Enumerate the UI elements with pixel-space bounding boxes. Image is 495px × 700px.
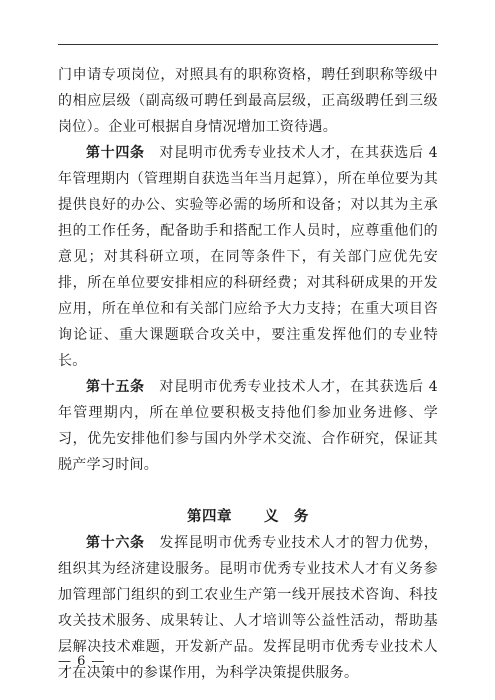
chapter-heading [58,504,438,530]
header-rule [58,44,438,45]
chapter-number: 第四章 [187,508,233,525]
article-14 [58,140,438,374]
paragraph-continuation: 门申请专项岗位，对照具有的职称资格，聘任到职称等级中的相应层级（副高级可聘任到最高层级，正高级聘任到三级岗位）。企业可根据自身情况增加工资待遇。 [58,67,438,135]
article-15 [58,374,438,478]
chapter-name: 义 务 [263,508,309,525]
article-14-text: 对昆明市优秀专业技术人才，在其获选后 4 年管理期内（管理期自获选当年当月起算），所在单位要为其提供良好的办公、实验等必需的场所和设备；对以其为主承担的工作任务，配备助手和搭配工作人员时，应尊重他们的意见；对其科研立项，在同等条件下，有关部门应优先安排，所在单位要安排相应的科研经费；对其科研成果的开发应用，所在单位和有关部门应给予大力支持；在重大项目咨询论证、重大课题联合攻关中，要注重发挥他们的专业特长。 [58,145,439,369]
document-body [58,62,438,686]
article-15-label: 第十五条 [86,379,145,395]
article-14-label: 第十四条 [86,145,145,161]
article-16-label: 第十六条 [86,535,145,551]
article-15-text: 对昆明市优秀专业技术人才，在其获选后 4 年管理期内，所在单位要积极支持他们参加业务进修、学习，优先安排他们参与国内外学术交流、合作研究，保证其脱产学习时间。 [58,379,439,473]
page-number: — 6 — [58,654,106,669]
article-16 [58,530,438,686]
article-16-text: 发挥昆明市优秀专业技术人才的智力优势，组织其为经济建设服务。昆明市优秀专业技术人才有义务参加管理部门组织的到工农业生产第一线开展技术咨询、科技攻关技术服务、成果转让、人才培训等公益性活动，帮助基层解决技术难题，开发新产品。发挥昆明市优秀专业技术人才在决策中的参谋作用，为科学决策提供服务。 [58,535,438,681]
